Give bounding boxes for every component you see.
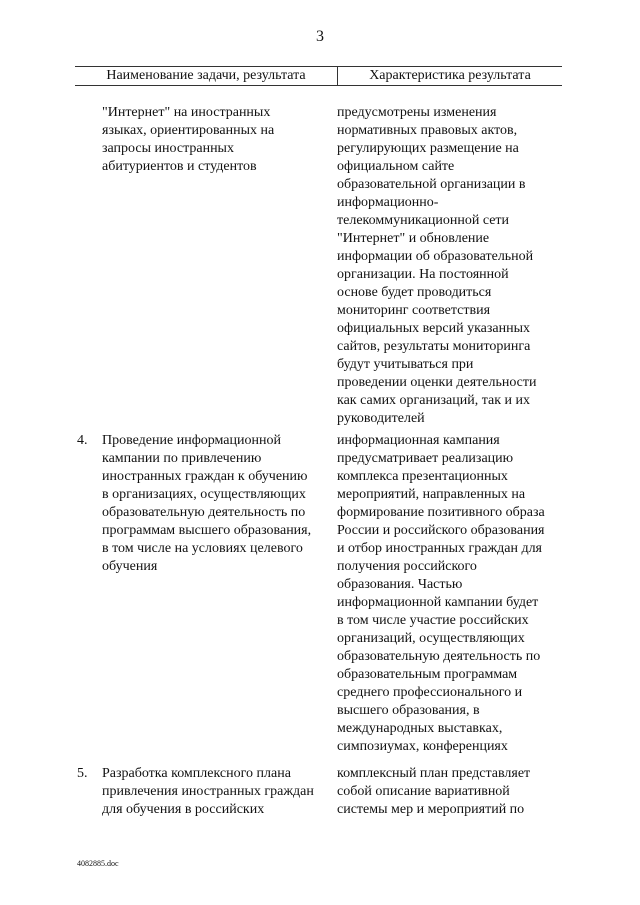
text-line: информационной кампании будет — [337, 595, 539, 610]
text-line: образования. Частью — [337, 577, 463, 592]
page-number: 3 — [316, 28, 324, 45]
text-line: проведении оценки деятельности — [337, 375, 537, 390]
text-line: для обучения в российских — [102, 802, 265, 817]
text-line: симпозиумах, конференциях — [337, 739, 508, 754]
text-line: организации. На постоянной — [337, 267, 509, 282]
text-line: "Интернет" и обновление — [337, 231, 490, 246]
text-line: высшего образования, в — [337, 703, 480, 718]
text-line: языках, ориентированных на — [102, 123, 275, 138]
text-line: образовательной организации в — [337, 177, 526, 192]
text-line: официальном сайте — [337, 159, 455, 174]
text-line: программам высшего образования, — [102, 523, 312, 538]
text-line: образовательным программам — [337, 667, 518, 682]
text-line: организаций, осуществляющих — [337, 631, 525, 646]
table-header — [75, 66, 562, 86]
text-line: будут учитываться при — [337, 357, 474, 372]
text-line: предусматривает реализацию — [337, 451, 514, 466]
text-line: образовательную деятельность по — [102, 505, 306, 520]
result-cell — [337, 432, 567, 756]
text-line: основе будет проводиться — [337, 285, 492, 300]
text-line: официальных версий указанных — [337, 321, 531, 336]
text-line: "Интернет" на иностранных — [102, 105, 271, 120]
text-line: международных выставках, — [337, 721, 503, 736]
text-line: мониторинг соответствия — [337, 303, 491, 318]
text-line: обучения — [102, 559, 158, 574]
text-line: информационная кампания — [337, 433, 500, 448]
text-line: Проведение информационной — [102, 433, 281, 448]
row-number: 4. — [77, 433, 88, 448]
text-line: информационно- — [337, 195, 439, 210]
text-line: системы мер и мероприятий по — [337, 802, 525, 817]
text-line: информации об образовательной — [337, 249, 534, 264]
text-line: формирование позитивного образа — [337, 505, 545, 520]
text-line: телекоммуникационной сети — [337, 213, 510, 228]
text-line: привлечения иностранных граждан — [102, 784, 314, 799]
row-number: 5. — [77, 766, 88, 781]
text-line: регулирующих размещение на — [337, 141, 519, 156]
text-line: в организациях, осуществляющих — [102, 487, 306, 502]
task-cell — [102, 765, 334, 819]
task-cell — [102, 104, 334, 176]
text-line: нормативных правовых актов, — [337, 123, 518, 138]
text-line: комплекса презентационных — [337, 469, 508, 484]
text-line: в том числе участие российских — [337, 613, 529, 628]
header-task-column: Наименование задачи, результата — [106, 68, 306, 83]
text-line: предусмотрены изменения — [337, 105, 497, 120]
text-line: сайтов, результаты мониторинга — [337, 339, 531, 354]
text-line: комплексный план представляет — [337, 766, 531, 781]
text-line: и отбор иностранных граждан для — [337, 541, 542, 556]
text-line: иностранных граждан к обучению — [102, 469, 308, 484]
document-filename: 4082885.doc — [77, 859, 119, 868]
text-line: в том числе на условиях целевого — [102, 541, 303, 556]
text-line: России и российского образования — [337, 523, 545, 538]
result-cell — [337, 104, 567, 428]
text-line: образовательную деятельность по — [337, 649, 541, 664]
text-line: среднего профессионального и — [337, 685, 523, 700]
text-line: руководителей — [337, 411, 425, 426]
text-line: запросы иностранных — [102, 141, 234, 156]
text-line: Разработка комплексного плана — [102, 766, 291, 781]
header-result-column: Характеристика результата — [369, 68, 531, 83]
text-line: кампании по привлечению — [102, 451, 262, 466]
text-line: собой описание вариативной — [337, 784, 510, 799]
text-line: получения российского — [337, 559, 477, 574]
text-line: мероприятий, направленных на — [337, 487, 526, 502]
text-line: абитуриентов и студентов — [102, 159, 257, 174]
header-bottom-rule — [75, 85, 562, 86]
result-cell — [337, 765, 567, 819]
text-line: как самих организаций, так и их — [337, 393, 531, 408]
header-top-rule — [75, 66, 562, 67]
task-cell — [102, 432, 334, 576]
